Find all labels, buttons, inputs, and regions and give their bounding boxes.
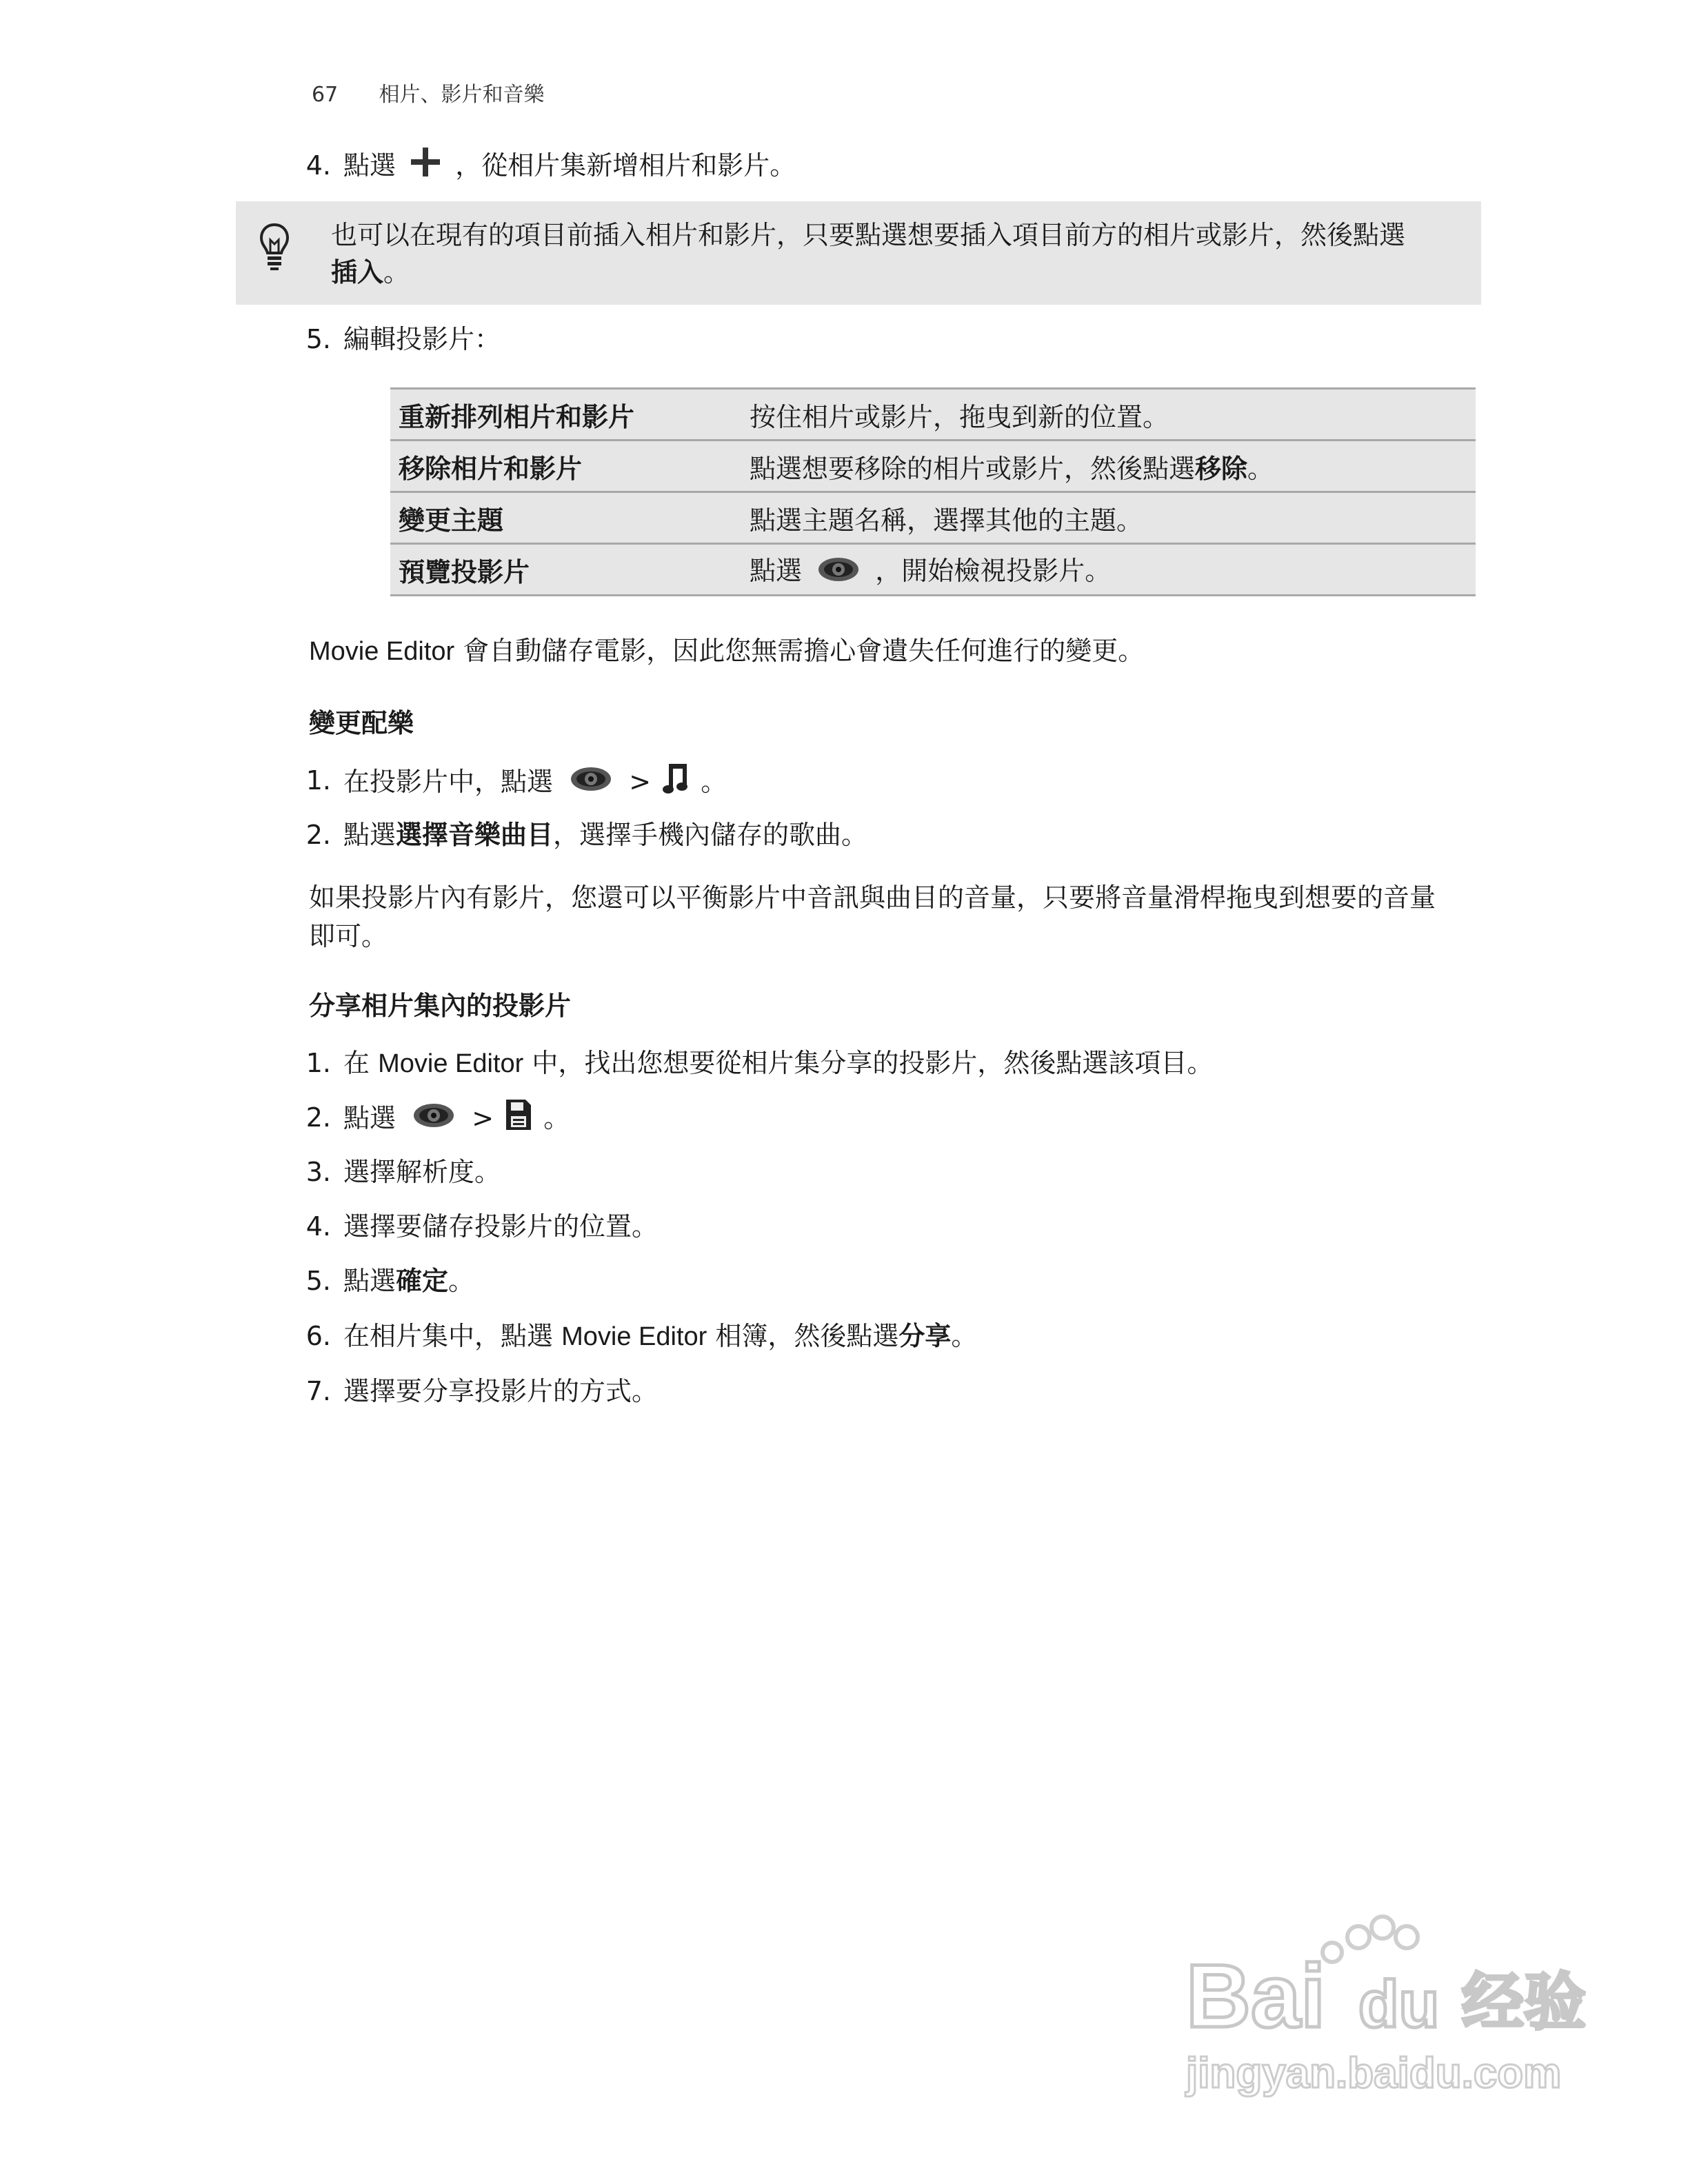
step-text: 編輯投影片：: [343, 324, 501, 354]
chapter-title: 相片、影片和音樂: [379, 83, 545, 107]
save-icon: [505, 1098, 532, 1142]
table-cell: 按住相片或影片，拖曳到新的位置。: [741, 389, 1476, 441]
svg-text:jingyan.baidu.com: jingyan.baidu.com: [1186, 2050, 1562, 2097]
table-cell: 重新排列相片和影片: [390, 389, 741, 441]
step-number: 4.: [305, 1211, 331, 1242]
step-number: 6.: [305, 1321, 331, 1351]
plus-icon: [410, 146, 441, 188]
svg-text:经验: 经验: [1462, 1966, 1586, 2039]
autosave-paragraph: Movie Editor 會自動儲存電影，因此您無需擔心會遺失任何進行的變更。: [309, 636, 1145, 666]
baidu-watermark: [1172, 1910, 1586, 2116]
step-text: 選擇要分享投影片的方式。: [343, 1376, 659, 1406]
page-header: [312, 77, 545, 108]
eye-icon: [412, 1101, 455, 1140]
step-number: 4.: [305, 150, 331, 181]
table-row: [390, 441, 1476, 492]
step-number: 2.: [305, 820, 331, 850]
page-number: 67: [312, 83, 339, 107]
table-cell: 移除相片和影片: [390, 441, 741, 492]
step-number: 2.: [305, 1102, 331, 1133]
table-row: [390, 544, 1476, 596]
svg-text:du: du: [1358, 1968, 1440, 2041]
step-number: 5.: [305, 324, 331, 354]
table-cell: 預覽投影片: [390, 544, 741, 596]
table-cell: 點選 ，開始檢視投影片。: [741, 544, 1476, 596]
eye-icon: [817, 556, 860, 589]
music-heading: 變更配樂: [309, 708, 414, 738]
step-number: 1.: [305, 1048, 331, 1078]
step-text: 選擇解析度。: [343, 1157, 501, 1187]
table-cell: 點選主題名稱，選擇其他的主題。: [741, 492, 1476, 544]
step-number: 3.: [305, 1157, 331, 1187]
music-note-icon: [662, 761, 690, 806]
tip-box: [236, 201, 1481, 305]
svg-text:Bai: Bai: [1186, 1945, 1326, 2046]
lightbulb-icon: [259, 222, 290, 274]
share-heading: 分享相片集內的投影片: [309, 991, 572, 1021]
step-number: 1.: [305, 765, 331, 796]
table-row: [390, 389, 1476, 441]
tip-bold: 插入: [331, 257, 384, 287]
eye-icon: [570, 765, 612, 803]
music-paragraph: 如果投影片內有影片，您還可以平衡影片中音訊與曲目的音量，只要將音量滑桿拖曳到想要的音量 即可。: [309, 882, 1436, 951]
step-number: 5.: [305, 1266, 331, 1296]
edit-table: [390, 387, 1476, 596]
step-text: 點選: [343, 150, 396, 181]
step-text: 選擇要儲存投影片的位置。: [343, 1211, 659, 1242]
table-cell: 點選想要移除的相片或影片，然後點選移除。: [741, 441, 1476, 492]
tip-text: 也可以在現有的項目前插入相片和影片，只要點選想要插入項目前方的相片或影片，然後點選 插入。: [331, 220, 1406, 287]
step-number: 7.: [305, 1376, 331, 1406]
table-row: [390, 492, 1476, 544]
step-text: ，從相片集新增相片和影片。: [455, 150, 796, 181]
table-cell: 變更主題: [390, 492, 741, 544]
